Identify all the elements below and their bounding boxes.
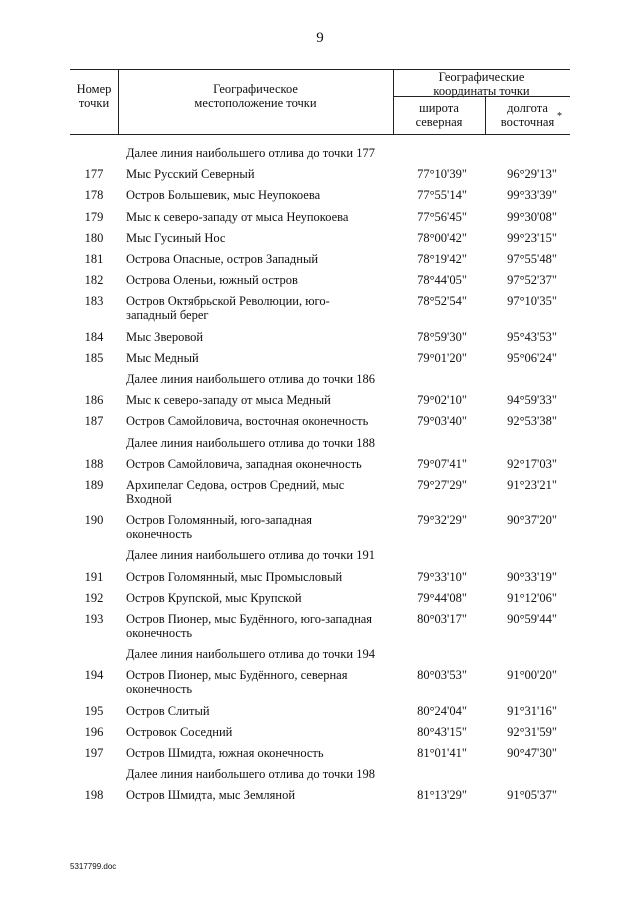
latitude-value: 80°03'53" [417,668,467,683]
latitude-value: 78°52'54" [417,294,467,309]
point-number: 192 [84,590,104,605]
point-number: 182 [84,273,104,288]
latitude-value: 79°01'20" [417,350,467,365]
document-filename: 5317799.doc [70,862,117,871]
point-location [126,393,381,407]
point-location [126,788,381,802]
location-line: Мыс к северо-западу от мыса Медный [126,393,331,408]
location-line: Остров Голомянный, юго-западная [126,513,313,528]
point-number: 186 [84,393,104,408]
longitude-value: 94°59'33" [507,393,557,408]
point-location [126,725,381,739]
point-location [126,668,381,696]
location-line: Мыс к северо-западу от мыса Неупокоева [126,209,349,224]
longitude-value: 91°12'06" [507,590,557,605]
location-line: Остров Крупской, мыс Крупской [126,590,302,605]
point-location [126,570,381,584]
point-number: 195 [84,703,104,718]
latitude-value: 79°02'10" [417,393,467,408]
longitude-value: 95°43'53" [507,329,557,344]
longitude-value: 92°53'38" [507,414,557,429]
point-number: 193 [84,612,104,626]
location-line: Входной [126,492,172,506]
location-line: западный берег [126,308,209,323]
point-location [126,351,381,365]
point-number: 180 [84,230,104,245]
latitude-value: 80°24'04" [417,703,467,718]
location-line: Остров Слитый [126,703,210,718]
location-line: Остров Октябрьской Революции, юго- [126,294,330,309]
point-location [126,252,381,266]
point-location [126,294,381,322]
point-location [126,188,381,202]
location-line: Остров Пионер, мыс Будённого, юго-западная [126,612,373,626]
latitude-value: 79°07'41" [417,456,467,471]
location-line: оконечность [126,626,193,640]
location-line: оконечность [126,527,193,542]
header-text: широта [419,101,459,115]
longitude-value: 97°55'48" [507,252,557,266]
latitude-value: 77°56'45" [417,209,467,224]
point-number: 183 [84,294,104,309]
point-number: 189 [84,478,104,492]
footnote-mark: * [557,111,562,122]
location-line: Острова Опасные, остров Западный [126,252,319,266]
location-line: Мыс Русский Северный [126,167,255,182]
latitude-value: 78°59'30" [417,329,467,344]
location-line: оконечность [126,682,193,697]
location-line: Острова Оленьи, южный остров [126,273,298,288]
point-location [126,210,381,224]
point-number: 198 [84,788,104,803]
longitude-value: 91°00'20" [507,668,557,683]
location-line: Остров Большевик, мыс Неупокоева [126,188,321,203]
point-location [126,167,381,181]
point-number: 196 [84,724,104,739]
point-location [126,457,381,471]
point-number: 179 [84,209,104,224]
location-line: Остров Шмидта, южная оконечность [126,746,324,760]
note-text: Далее линия наибольшего отлива до точки 191 [126,548,375,563]
location-line: Остров Пионер, мыс Будённого, северная [126,668,348,683]
point-number: 194 [84,668,104,683]
longitude-value: 90°37'20" [507,513,557,528]
note-text: Далее линия наибольшего отлива до точки 177 [126,146,375,160]
latitude-value: 77°10'39" [417,167,467,182]
location-line: Остров Шмидта, мыс Земляной [126,788,296,803]
note-text: Далее линия наибольшего отлива до точки 198 [126,767,375,782]
point-number: 190 [84,513,104,528]
latitude-value: 78°44'05" [417,273,467,288]
latitude-value: 81°13'29" [417,788,467,803]
point-number: 197 [84,746,104,760]
point-number: 185 [84,350,104,365]
note-text: Далее линия наибольшего отлива до точки 194 [126,647,375,662]
note-text: Далее линия наибольшего отлива до точки 188 [126,435,375,450]
longitude-value: 92°17'03" [507,456,557,471]
latitude-value: 77°55'14" [417,188,467,203]
point-number: 191 [84,569,104,584]
location-line: Мыс Медный [126,350,199,365]
longitude-value: 97°52'37" [507,273,557,288]
header-text: восточная [500,115,555,129]
point-location [126,746,381,760]
point-location [126,478,381,506]
latitude-value: 78°19'42" [417,252,467,266]
header-text: местоположение точки [194,96,317,110]
header-text: Номер [76,82,112,96]
latitude-value: 79°32'29" [417,513,467,528]
longitude-value: 96°29'13" [507,167,557,182]
longitude-value: 99°23'15" [507,230,557,245]
longitude-value: 91°23'21" [507,478,557,492]
point-location [126,273,381,287]
point-number: 188 [84,456,104,471]
longitude-value: 97°10'35" [507,294,557,309]
point-number: 181 [84,252,104,266]
longitude-value: 91°05'37" [507,788,557,803]
location-line: Остров Голомянный, мыс Промысловый [126,569,343,584]
longitude-value: 95°06'24" [507,350,557,365]
latitude-value: 81°01'41" [417,746,467,760]
location-line: Мыс Гусиный Нос [126,230,226,245]
page-number: 9 [316,30,324,46]
longitude-value: 90°59'44" [507,612,557,626]
latitude-value: 79°27'29" [417,478,467,492]
longitude-value: 90°33'19" [507,569,557,584]
header-text: северная [415,115,463,129]
point-location [126,591,381,605]
longitude-value: 91°31'16" [507,703,557,718]
point-location [126,330,381,344]
header-text: точки [78,96,110,110]
header-text: Географическое [213,82,298,96]
longitude-value: 90°47'30" [507,746,557,760]
point-location [126,513,381,541]
note-text: Далее линия наибольшего отлива до точки 186 [126,372,375,386]
longitude-value: 99°33'39" [507,188,557,203]
latitude-value: 80°43'15" [417,724,467,739]
point-location [126,231,381,245]
location-line: Остров Самойловича, западная оконечность [126,456,362,471]
latitude-value: 79°33'10" [417,569,467,584]
header-text: Географические [438,70,525,84]
location-line: Островок Соседний [126,724,233,739]
point-number: 184 [84,329,104,344]
point-number: 178 [84,188,104,203]
point-location [126,414,381,428]
location-line: Мыс Зверовой [126,329,204,344]
latitude-value: 80°03'17" [417,612,467,626]
latitude-value: 78°00'42" [417,230,467,245]
latitude-value: 79°03'40" [417,414,467,429]
point-number: 177 [84,167,104,182]
header-text: долгота [507,101,548,115]
header-text: координаты точки [433,84,530,98]
location-line: Архипелаг Седова, остров Средний, мыс [126,478,345,492]
latitude-value: 79°44'08" [417,590,467,605]
point-location [126,612,381,640]
location-line: Остров Самойловича, восточная оконечность [126,414,369,429]
longitude-value: 92°31'59" [507,724,557,739]
longitude-value: 99°30'08" [507,209,557,224]
point-number: 187 [84,414,104,429]
point-location [126,704,381,718]
